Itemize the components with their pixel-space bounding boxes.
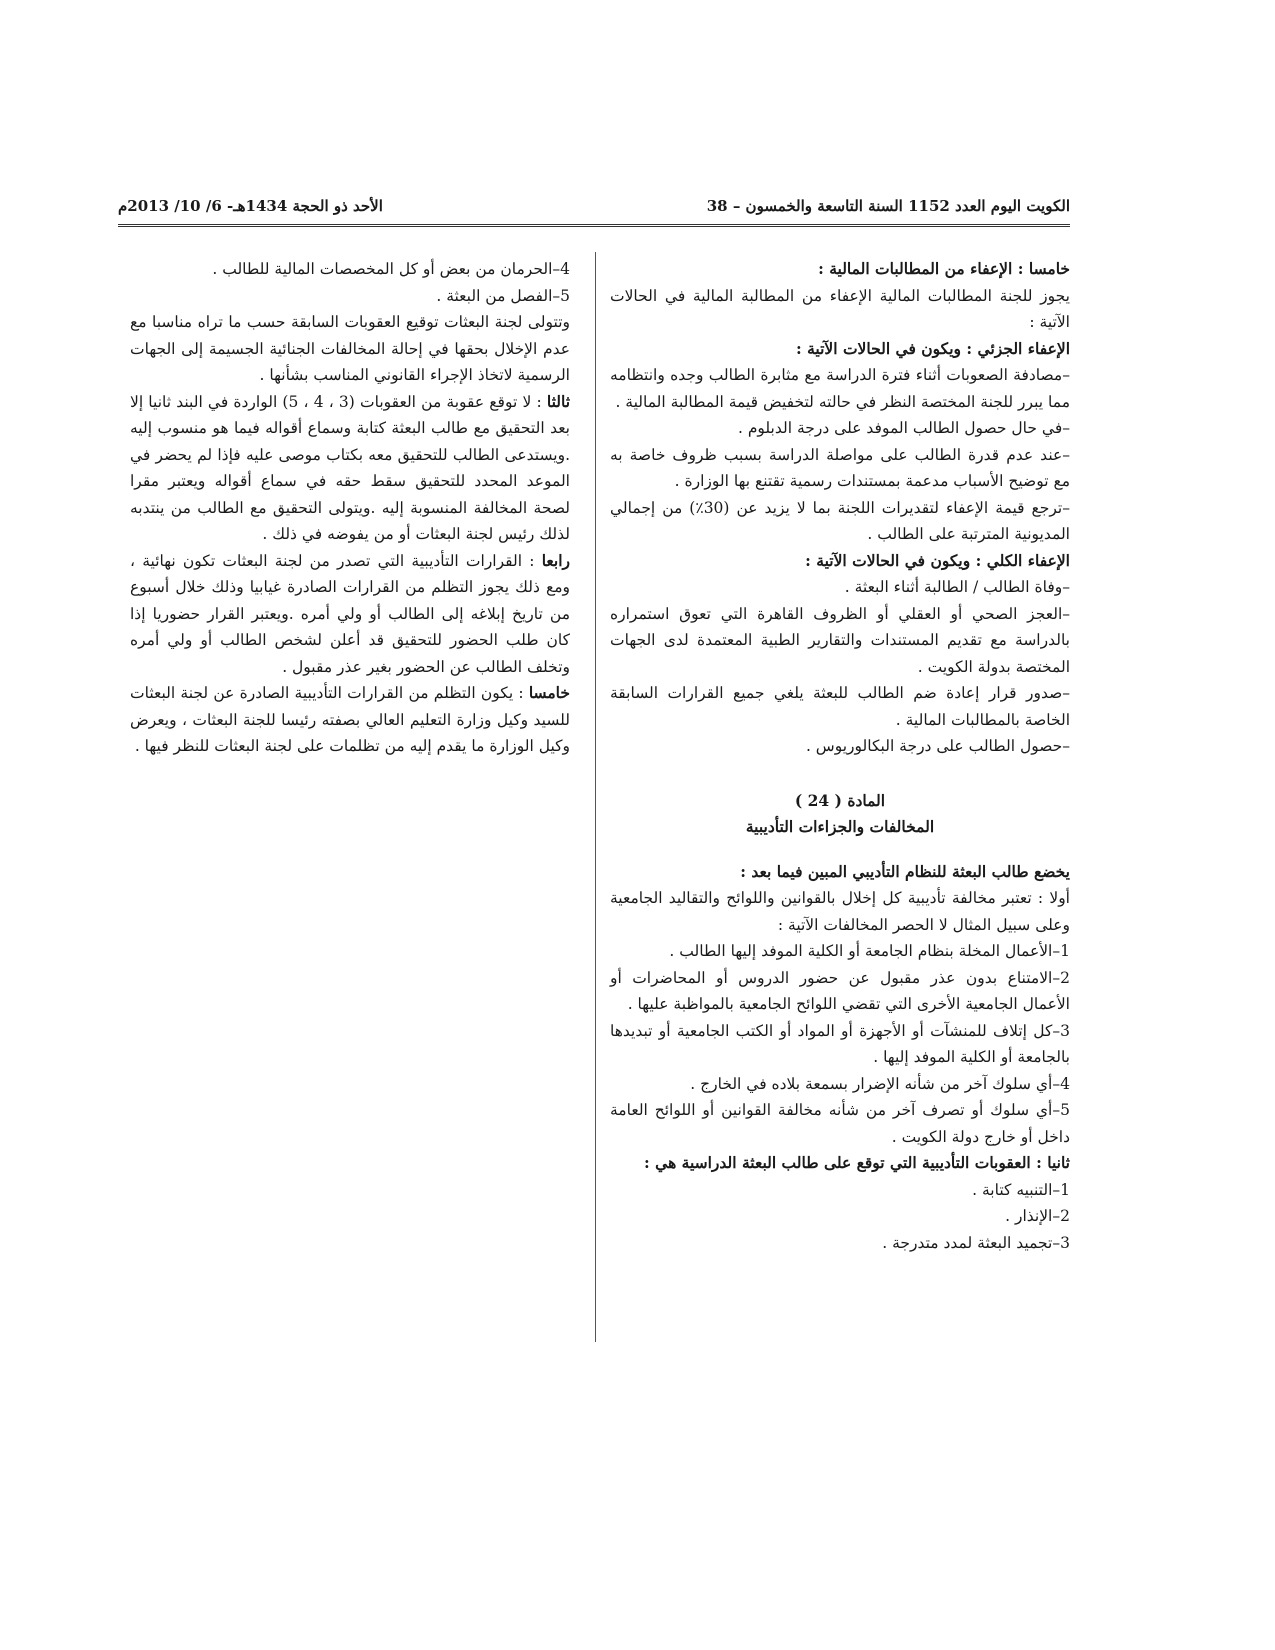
violation-item: 3–كل إتلاف للمنشآت أو الأجهزة أو المواد أو الكتب الجامعية أو تبديدها بالجامعة أو الكلية الموفد إليها .: [610, 1021, 1070, 1066]
section5-title: خامسا : الإعفاء من المطالبات المالية :: [818, 259, 1070, 278]
partial-exemption-title: الإعفاء الجزئي : ويكون في الحالات الآتية :: [796, 338, 1070, 358]
partial-item: –في حال حصول الطالب الموفد على درجة الدبلوم .: [737, 419, 1070, 437]
partial-item: –ترجع قيمة الإعفاء لتقديرات اللجنة بما لا يزيد عن (30٪) من إجمالي المديونية المترتبة على الطالب .: [610, 498, 1070, 543]
violation-item: 5–أي سلوك أو تصرف آخر من شأنه مخالفة القوانين أو اللوائح العامة داخل أو خارج دولة الكويت .: [610, 1101, 1070, 1146]
spacer: [610, 841, 1070, 859]
article-intro: يخضع طالب البعثة للنظام التأديبي المبين فيما بعد :: [740, 861, 1070, 881]
penalty-item: 1–التنبيه كتابة .: [972, 1180, 1070, 1199]
fourth-lead: رابعا: [541, 550, 570, 570]
fourth-text: : القرارات التأديبية التي تصدر من لجنة البعثات تكون نهائية ، ومع ذلك يجوز التظلم من القرارات الصادرة غيابيا وذلك خلال أسبوع من تاريخ إبلاغه إلى الطالب أو ولي أمره .ويعتبر القرار حضوريا إذا كان طلب الحضور للتحقيق قد أعلن لشخص الطالب أو ولي أمره وتخلف الطالب عن الحضور بغير عذر مقبول .: [130, 551, 570, 676]
violation-item: 4–أي سلوك آخر من شأنه الإضرار بسمعة بلاده في الخارج .: [690, 1074, 1070, 1093]
total-item: –العجز الصحي أو العقلي أو الظروف القاهرة التي تعوق استمراره بالدراسة مع تقديم المستندات والتقارير الطبية المعتمدة لدى الجهات المختصة بدولة الكويت .: [610, 604, 1070, 676]
first-paragraph: أولا : تعتبر مخالفة تأديبية كل إخلال بالقوانين واللوائح والتقاليد الجامعية وعلى سبيل المثال لا الحصر المخالفات الآتية :: [610, 889, 1070, 934]
spacer: [610, 760, 1070, 788]
fifth-text: : يكون التظلم من القرارات التأديبية الصادرة عن لجنة البعثات للسيد وكيل وزارة التعليم العالي بصفته رئيسا للجنة البعثات ، ويعرض وكيل الوزارة ما يقدم إليه من تظلمات على لجنة البعثات للنظر فيها .: [130, 684, 570, 755]
total-item: –حصول الطالب على درجة البكالوريوس .: [805, 737, 1070, 755]
third-paragraph: [130, 389, 570, 548]
violation-item: 2–الامتناع بدون عذر مقبول عن حضور الدروس أو المحاضرات أو الأعمال الجامعية الأخرى التي تقضي اللوائح الجامعية بالمواظبة عليها .: [610, 968, 1070, 1013]
partial-item: –عند عدم قدرة الطالب على مواصلة الدراسة بسبب ظروف خاصة به مع توضيح الأسباب مدعمة بمستندات رسمية تقتنع بها الوزارة .: [610, 445, 1070, 490]
article-number: المادة ( 24 ): [794, 790, 886, 810]
penalty-item: 2–الإنذار .: [1005, 1207, 1070, 1225]
left-column: [130, 256, 570, 760]
header-date: الأحد ذو الحجة 1434هـ- 6/ 10/ 2013م: [118, 197, 383, 215]
header-publication-info: الكويت اليوم العدد 1152 السنة التاسعة والخمسون – 38: [706, 197, 1070, 215]
third-text: : لا توقع عقوبة من العقوبات (3 ، 4 ، 5) الواردة في البند ثانيا إلا بعد التحقيق مع طالب البعثة كتابة وسماع أقواله فيما هو منسوب إليه .ويستدعى الطالب للتحقيق معه بكتاب موصى عليه فإذا لم يحضر في الموعد المحدد للتحقيق سقط حقه في سماع أقواله ويعتبر مقرا لصحة المخالفة المنسوبة إليه .ويتولى التحقيق مع الطالب من ينتدبه لذلك رئيس لجنة البعثات أو من يفوضه في ذلك .: [130, 392, 570, 543]
committee-paragraph: وتتولى لجنة البعثات توقيع العقوبات السابقة حسب ما تراه مناسبا مع عدم الإخلال بحقها في إحالة المخالفات الجنائية الجسيمة إلى الجهات الرسمية لاتخاذ الإجراء القانوني المناسب بشأنها .: [130, 313, 570, 384]
fourth-paragraph: [130, 548, 570, 681]
violation-item: 1–الأعمال المخلة بنظام الجامعة أو الكلية الموفد إليها الطالب .: [669, 942, 1070, 960]
page-header: [118, 193, 1070, 223]
article-title: المخالفات والجزاءات التأديبية: [745, 817, 935, 836]
total-item: –وفاة الطالب / الطالبة أثناء البعثة .: [844, 578, 1070, 596]
right-column: [610, 256, 1070, 1256]
penalty-item: 5–الفصل من البعثة .: [436, 286, 570, 305]
section5-intro: يجوز للجنة المطالبات المالية الإعفاء من المطالبة المالية في الحالات الآتية :: [610, 286, 1070, 331]
penalty-item: 3–تجميد البعثة لمدد متدرجة .: [882, 1233, 1070, 1252]
penalty-item: 4–الحرمان من بعض أو كل المخصصات المالية للطالب .: [212, 260, 570, 278]
third-lead: ثالثا: [546, 391, 571, 411]
total-exemption-title: الإعفاء الكلي : ويكون في الحالات الآتية :: [805, 550, 1070, 570]
fifth-lead: خامسا: [528, 683, 570, 702]
total-item: –صدور قرار إعادة ضم الطالب للبعثة يلغي جميع القرارات السابقة الخاصة بالمطالبات المالية .: [610, 684, 1070, 729]
column-divider: [595, 252, 596, 1342]
partial-item: –مصادفة الصعوبات أثناء فترة الدراسة مع مثابرة الطالب وجده وانتظامه مما يبرر للجنة المختصة النظر في حالته لتخفيض قيمة المطالبة المالية .: [610, 366, 1070, 411]
fifth-paragraph: [130, 680, 570, 760]
second-title: ثانيا : العقوبات التأديبية التي توقع على طالب البعثة الدراسية هي :: [644, 1153, 1070, 1172]
header-rule: [118, 224, 1070, 227]
